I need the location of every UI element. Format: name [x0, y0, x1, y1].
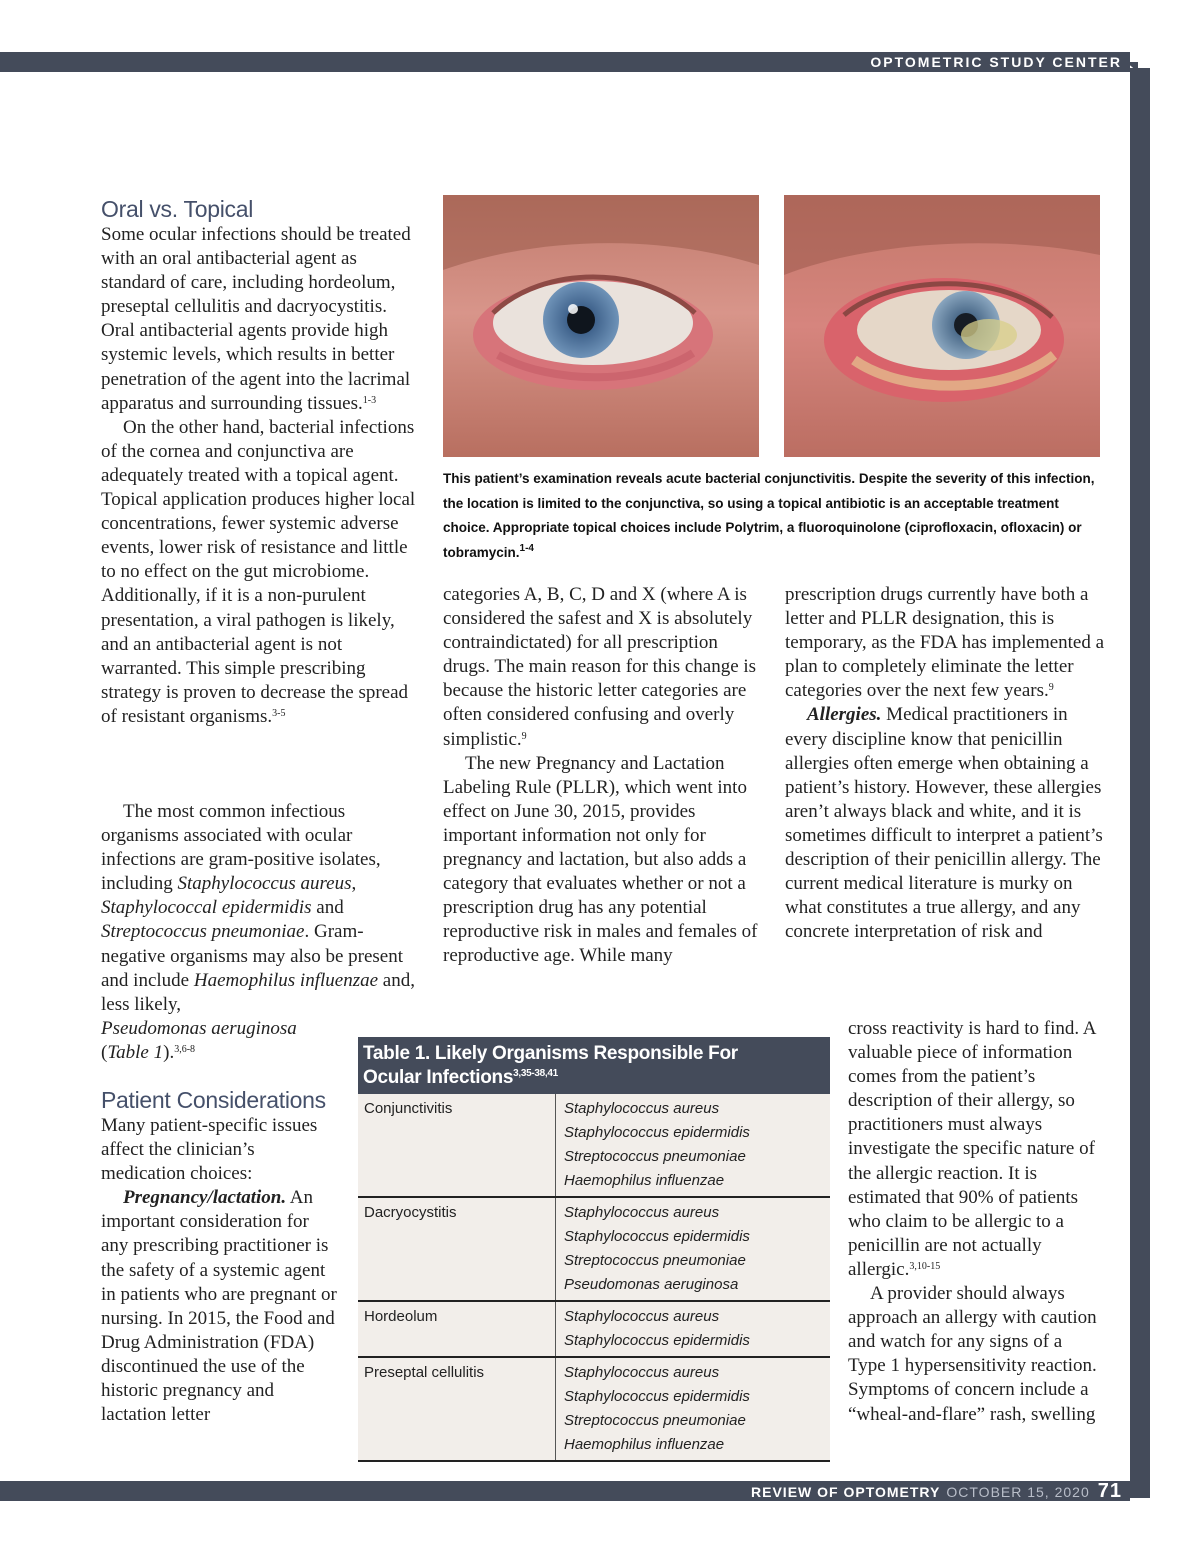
section-label: OPTOMETRIC STUDY CENTER	[870, 54, 1122, 70]
table-cell-organisms	[556, 1358, 830, 1460]
organisms-table	[358, 1037, 830, 1462]
table-row	[358, 1358, 830, 1462]
paragraph: Allergies. Medical practitioners in every discipline know that penicillin allergies often emerge when obtaining a patient’s history. However, these allergies aren’t always black and white, and it is sometimes difficult to interpret a patient’s description of their penicillin allergy. The current medical literature is murky on what constitutes a true allergy, and any concrete interpretation of risk and	[785, 704, 1103, 943]
right-column	[785, 583, 1105, 944]
table-cell-condition: Preseptal cellulitis	[358, 1358, 556, 1460]
table-row	[358, 1302, 830, 1358]
heading-patient-considerations: Patient Considerations	[101, 1087, 326, 1113]
header-bar	[0, 52, 1130, 72]
table-cell-organisms	[556, 1302, 830, 1356]
table-cell-condition: Dacryocystitis	[358, 1198, 556, 1300]
paragraph: Many patient-specific issues affect the clinician’s medication choices:	[101, 1115, 318, 1185]
left-column-lower	[101, 1086, 339, 1427]
publication-name: REVIEW OF OPTOMETRY	[751, 1484, 941, 1500]
organism-name: Staphylococcus aureus	[564, 1100, 720, 1117]
footer-text	[751, 1482, 1122, 1501]
organism-name: Staphylococcus epidermidis	[564, 1332, 750, 1349]
eye-photo-right	[784, 195, 1100, 457]
left-column-continued	[101, 800, 417, 1065]
table-cell-condition: Conjunctivitis	[358, 1094, 556, 1196]
table-row	[358, 1094, 830, 1198]
right-column-lower	[848, 1017, 1104, 1427]
figure-caption: This patient’s examination reveals acute bacterial conjunctivitis. Despite the severity of this infection, the location is limited to the conjunctiva, so using a topical antibiotic is an acceptable treatment choice. Appropriate topical choices include Polytrim, a fluoroquinolone (ciprofloxacin, ofloxacin) or tobramycin.$^{1-4}$	[443, 471, 1095, 560]
heading-oral-vs-topical: Oral vs. Topical	[101, 196, 253, 222]
paragraph: Pregnancy/lactation. An important consideration for any prescribing practitioner is the safety of a systemic agent in patients who are pregnant or nursing. In 2015, the Food and Drug Administration (FDA) discontinued the use of the historic pregnancy and lactation letter	[101, 1187, 337, 1426]
paragraph: prescription drugs currently have both a letter and PLLR designation, this is temporary, as the FDA has implemented a plan to completely eliminate the letter categories over the next few years.$^9$	[785, 584, 1105, 702]
paragraph: A provider should always approach an allergy with caution and watch for any signs of a Type 1 hypersensitivity reaction. Symptoms of concern include a “wheal-and-flare” rash, swelling	[848, 1283, 1097, 1425]
left-column	[101, 195, 417, 729]
table-cell-condition: Hordeolum	[358, 1302, 556, 1356]
organism-name: Staphylococcus aureus	[564, 1364, 720, 1381]
page-number: 71	[1097, 1480, 1122, 1502]
organism-name: Staphylococcus epidermidis	[564, 1228, 750, 1245]
eye-photo-left	[443, 195, 759, 457]
organism-name: Haemophilus influenzae	[564, 1172, 725, 1189]
organism-name: Streptococcus pneumoniae	[564, 1412, 746, 1429]
organism-name: Staphylococcus aureus	[564, 1308, 720, 1325]
table-cell-organisms	[556, 1198, 830, 1300]
organism-name: Haemophilus influenzae	[564, 1436, 725, 1453]
table-cell-organisms	[556, 1094, 830, 1196]
organism-name: Streptococcus pneumoniae	[564, 1148, 746, 1165]
paragraph: categories A, B, C, D and X (where A is considered the safest and X is absolutely contraindictated) for all prescription drugs. The main reason for this change is because the historic letter categories are often considered confusing and overly simplistic.$^9$	[443, 584, 757, 750]
organism-name: Staphylococcus epidermidis	[564, 1124, 750, 1141]
table-title: Table 1. Likely Organisms Responsible For Ocular Infections$^{3,35-38,41}$	[358, 1037, 830, 1094]
table-body	[358, 1094, 830, 1462]
organism-name: Staphylococcus aureus	[564, 1204, 720, 1221]
paragraph: On the other hand, bacterial infections of the cornea and conjunctiva are adequately treated with a topical agent. Topical application produces higher local concentrations, fewer systemic adverse events, lower risk of resistance and little to no effect on the gut microbiome. Additionally, if it is a non-purulent presentation, a viral pathogen is likely, and an antibacterial agent is not warranted. This simple prescribing strategy is proven to decrease the spread of resistant organisms.$^{3-5}$	[101, 416, 416, 727]
middle-column	[443, 583, 763, 969]
paragraph: The new Pregnancy and Lactation Labeling Rule (PLLR), which went into effect on June 30, 2015, provides important information not only for pregnancy and lactation, but also adds a category that evaluates whether or not a prescription drug has any potential reproductive risk in males and females of reproductive age. While many	[443, 752, 758, 967]
organism-name: Staphylococcus epidermidis	[564, 1388, 750, 1405]
table-row	[358, 1198, 830, 1302]
issue-date: OCTOBER 15, 2020	[946, 1484, 1090, 1500]
paragraph: cross reactivity is hard to find. A valuable piece of information comes from the patient’s description of their allergy, so practitioners must always investigate the specific nature of the allergic reaction. It is estimated that 90% of patients who claim to be allergic to a penicillin are not actually allergic.$^{3,10-15}$	[848, 1018, 1096, 1280]
footer-bar	[0, 1481, 1130, 1501]
organism-name: Streptococcus pneumoniae	[564, 1252, 746, 1269]
side-bar	[1130, 68, 1150, 1498]
paragraph: Some ocular infections should be treated with an oral antibacterial agent as standard of care, including hordeolum, preseptal cellulitis and dacryocystitis. Oral antibacterial agents provide high systemic levels, which results in better penetration of the agent into the lacrimal apparatus and surrounding tissues.$^{1-3}$	[101, 224, 411, 414]
paragraph: The most common infectious organisms associated with ocular infections are gram-positive isolates, including Staphylococcus aureus, Staphylococcal epidermidis and Streptococcus pneumoniae. Gram-negative organisms may also be present and include Haemophilus influenzae and, less likely, Pseudomonas aeruginosa (Table 1).$^{3,6-8}$	[101, 801, 415, 1063]
organism-name: Pseudomonas aeruginosa	[564, 1276, 739, 1293]
